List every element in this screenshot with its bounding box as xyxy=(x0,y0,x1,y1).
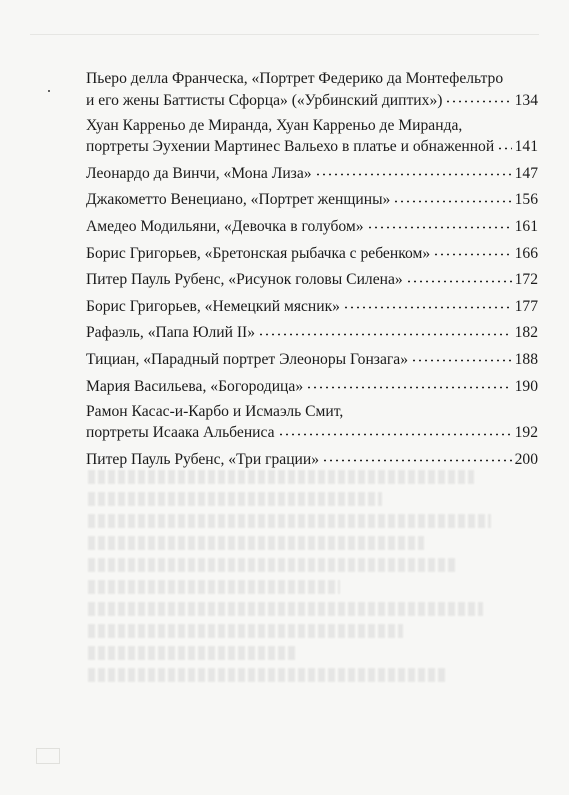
toc-entry xyxy=(86,402,538,444)
toc-entry-row xyxy=(86,348,538,370)
toc-page-number: 141 xyxy=(514,138,538,156)
toc-entry xyxy=(86,215,538,237)
dot-leader xyxy=(322,448,512,464)
toc-entry xyxy=(86,322,538,344)
toc-entry-title-line: Леонардо да Винчи, «Мона Лиза» xyxy=(86,164,312,182)
toc-entry-row xyxy=(86,322,538,344)
toc-entry-title-line: Борис Григорьев, «Бретонская рыбачка с ребенком» xyxy=(86,244,431,262)
toc-entry-title-line: Мария Васильева, «Богородица» xyxy=(86,377,304,395)
dot-leader xyxy=(306,375,511,391)
toc-entry-title-line: и его жены Баттисты Сфорца» («Урбинский диптих») xyxy=(86,91,443,109)
toc-entry-title-line: Джакометто Венециано, «Портрет женщины» xyxy=(86,191,391,209)
toc-entry xyxy=(86,116,538,158)
toc-page-number: 188 xyxy=(514,350,538,368)
toc-page-number: 166 xyxy=(514,244,538,262)
toc-entry-row xyxy=(86,136,538,158)
toc-entry-row xyxy=(86,242,538,264)
dot-leader xyxy=(497,136,511,152)
ink-speck xyxy=(48,90,50,92)
toc-entry-row xyxy=(86,215,538,237)
toc-entry xyxy=(86,162,538,184)
dot-leader xyxy=(258,322,512,338)
toc-entry-row xyxy=(86,448,538,470)
toc-entry-title-line: Амедео Модильяни, «Девочка в голубом» xyxy=(86,217,364,235)
bleed-through-text xyxy=(88,470,508,700)
toc-entry xyxy=(86,269,538,291)
toc-page-number: 190 xyxy=(514,377,538,395)
dot-leader xyxy=(445,89,511,105)
toc-page-number: 134 xyxy=(514,91,538,109)
toc-entry-title-line: Тициан, «Парадный портрет Элеоноры Гонзага» xyxy=(86,350,408,368)
dot-leader xyxy=(278,422,512,438)
page-number-ghost xyxy=(36,748,60,764)
toc-entry xyxy=(86,448,538,470)
toc-entry-row xyxy=(86,422,538,444)
dot-leader xyxy=(433,242,511,258)
table-of-contents xyxy=(86,69,538,475)
toc-page-number: 200 xyxy=(514,450,538,468)
toc-page-number: 192 xyxy=(514,424,538,442)
dot-leader xyxy=(393,189,511,205)
toc-entry-row xyxy=(86,295,538,317)
toc-entry-row xyxy=(86,269,538,291)
toc-entry-title-line: Пьеро делла Франческа, «Портрет Федерико да Монтефельтро xyxy=(86,70,504,87)
toc-page-number: 161 xyxy=(514,217,538,235)
toc-entry-title-line: Борис Григорьев, «Немецкий мясник» xyxy=(86,297,340,315)
toc-page-number: 156 xyxy=(514,191,538,209)
toc-entry-title-line: Питер Пауль Рубенс, «Три грации» xyxy=(86,450,320,468)
toc-entry-title-line: Питер Пауль Рубенс, «Рисунок головы Силена» xyxy=(86,271,403,289)
page-edge-line xyxy=(30,34,539,35)
toc-entry-title-line: Рафаэль, «Папа Юлий II» xyxy=(86,324,256,342)
toc-entry xyxy=(86,242,538,264)
toc-entry-row xyxy=(86,162,538,184)
dot-leader xyxy=(315,162,512,178)
toc-entry-title-line: портреты Исаака Альбениса xyxy=(86,424,275,442)
toc-entry-row xyxy=(86,89,538,111)
dot-leader xyxy=(411,348,512,364)
dot-leader xyxy=(343,295,512,311)
toc-entry-row xyxy=(86,189,538,211)
toc-entry xyxy=(86,69,538,111)
toc-entry-title-line: Рамон Касас-и-Карбо и Исмаэль Смит, xyxy=(86,402,344,420)
toc-entry xyxy=(86,295,538,317)
toc-entry-title-line: Хуан Карреньо де Миранда, Хуан Карреньо де Миранда, xyxy=(86,116,463,134)
toc-entry xyxy=(86,189,538,211)
toc-entry-row xyxy=(86,375,538,397)
dot-leader xyxy=(406,269,512,285)
toc-entry xyxy=(86,348,538,370)
toc-page-number: 182 xyxy=(514,324,538,342)
toc-page-number: 147 xyxy=(514,164,538,182)
dot-leader xyxy=(367,215,512,231)
toc-entry xyxy=(86,375,538,397)
toc-page-number: 172 xyxy=(514,271,538,289)
toc-page-number: 177 xyxy=(514,297,538,315)
toc-entry-title-line: портреты Эухении Мартинес Вальехо в платье и обнаженной xyxy=(86,138,495,156)
